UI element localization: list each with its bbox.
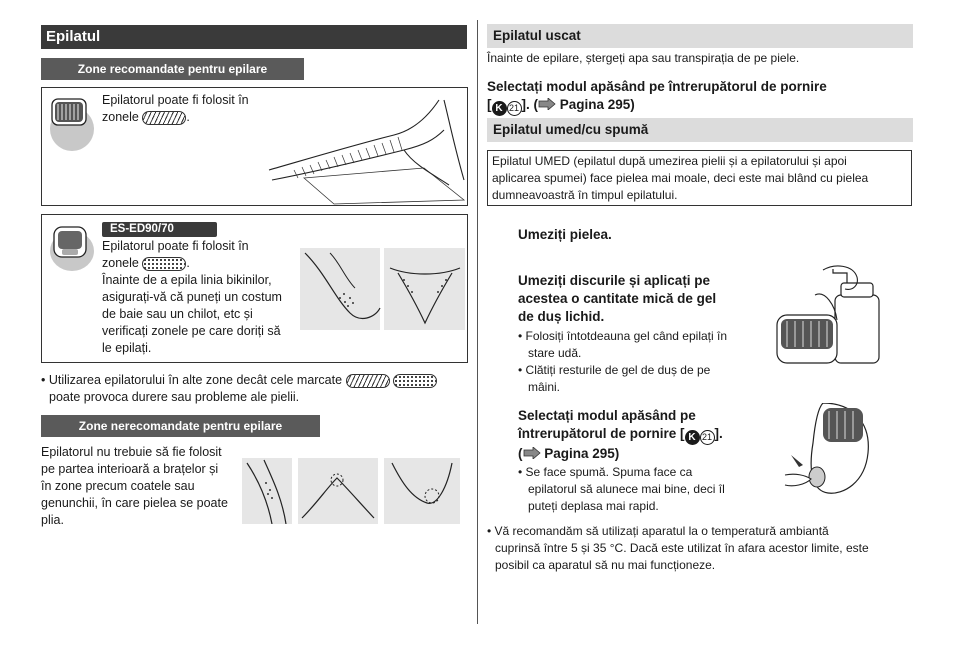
step2-line1: Umeziți discurile și aplicați pe	[518, 273, 711, 288]
k-circle-icon: K	[492, 101, 507, 116]
striped-zone-pattern-2	[346, 374, 390, 388]
column-divider	[477, 20, 478, 624]
step3-line3: ( Pagina 295)	[518, 446, 620, 461]
step3-bullet1: • Se face spumă. Spuma face ca	[518, 465, 693, 479]
epilator-head-icon	[48, 95, 96, 153]
box2-text-line1: Epilatorul poate fi folosit în	[102, 239, 249, 253]
not-recommended-line2: pe partea interioară a brațelor și	[41, 462, 219, 476]
box1-text-line1: Epilatorul poate fi folosit în	[102, 93, 249, 107]
not-recommended-line1: Epilatorul nu trebuie să fie folosit	[41, 445, 222, 459]
dry-epilation-text: Înainte de epilare, ștergeți apa sau transpirația de pe piele.	[487, 51, 800, 65]
step1-text: Umeziți pielea.	[518, 227, 612, 242]
dry-mode-instruction: Selectați modul apăsând pe întrerupătorul de pornire [ K 21 ]. ( Pagina 295)	[487, 79, 827, 114]
temperature-note-line2: cuprinsă între 5 și 35 °C. Dacă este utilizat în afara acestor limite, este	[495, 541, 869, 555]
box2-text-line7: le epilați.	[102, 341, 152, 355]
recommended-zones-box-2	[41, 214, 468, 363]
section-title: Epilatul	[41, 25, 467, 49]
arm-knee-elbow-illustration	[242, 458, 460, 524]
k-circle-icon-2: K	[685, 430, 700, 445]
step3-line2: întrerupătorul de pornire [ K 21 ].	[518, 426, 723, 443]
striped-zone-pattern	[142, 111, 186, 125]
box2-text-line4: asigurați-vă că puneți un costum	[102, 290, 282, 304]
dry-epilation-header: Epilatul uscat	[487, 24, 913, 48]
step2-bullet1-cont: stare udă.	[528, 346, 582, 360]
step2-bullet2: • Clătiți resturile de gel de duș de pe	[518, 363, 711, 377]
step3-bullet1-cont2: puteți deplasa mai rapid.	[528, 499, 659, 513]
step2-line3: de duș lichid.	[518, 309, 605, 324]
epilator-wide-head-icon	[48, 223, 96, 273]
wet-epilation-header: Epilatul umed/cu spumă	[487, 118, 913, 142]
number-circle: 21	[507, 101, 522, 116]
temperature-note-line1: • Vă recomandăm să utilizați aparatul la o temperatură ambiantă	[487, 524, 829, 538]
zones-warning-line2: poate provoca durere sau probleme ale pielii.	[49, 390, 300, 404]
box2-text-line6: verificați zonele pe care doriți să	[102, 324, 281, 338]
zones-warning-line1: • Utilizarea epilatorului în alte zone decât cele marcate	[41, 372, 471, 389]
step3-bullet1-cont1: epilatorul să alunece mai bine, deci îl	[528, 482, 725, 496]
step2-bullet2-cont: mâini.	[528, 380, 561, 394]
model-tag: ES-ED90/70	[102, 222, 217, 237]
temperature-note-line3: posibil ca aparatul să nu mai funcționeze.	[495, 558, 716, 572]
gel-application-illustration	[775, 265, 883, 365]
box2-text-line3: Înainte de a epila linia bikinilor,	[102, 273, 272, 287]
dotted-zone-pattern	[142, 257, 186, 271]
dotted-zone-pattern-2	[393, 374, 437, 388]
recommended-zones-header: Zone recomandate pentru epilare	[41, 58, 304, 80]
box2-text-zonele: zonele .	[102, 256, 190, 270]
arrow-right-icon	[538, 98, 556, 110]
wet-info-box: Epilatul UMED (epilatul după umezirea pielii și a epilatorului și apoi aplicarea spumei) face pielea mai moale, deci este mai blând cu pielea dumneavoastră în timpul epilatului.	[487, 150, 912, 206]
step3-line1: Selectați modul apăsând pe	[518, 408, 696, 423]
recommended-zones-box-1	[41, 87, 468, 206]
step2-line2: acestea o cantitate mică de gel	[518, 291, 717, 306]
not-recommended-line3: în zone precum coatele sau	[41, 479, 195, 493]
number-circle-2: 21	[700, 430, 715, 445]
arrow-right-icon-2	[523, 447, 541, 459]
box1-text-line2: zonele .	[102, 110, 190, 124]
box2-text-line5: de baie sau un chilot, etc și	[102, 307, 253, 321]
step2-bullet1: • Folosiți întotdeauna gel când epilați în	[518, 329, 728, 343]
not-recommended-line5: plia.	[41, 513, 64, 527]
underarm-bikini-illustration	[300, 248, 465, 330]
not-recommended-zones-header: Zone nerecomandate pentru epilare	[41, 415, 320, 437]
leg-illustration	[264, 90, 469, 205]
power-switch-illustration	[783, 403, 883, 495]
not-recommended-line4: genunchii, în care pielea se poate	[41, 496, 228, 510]
